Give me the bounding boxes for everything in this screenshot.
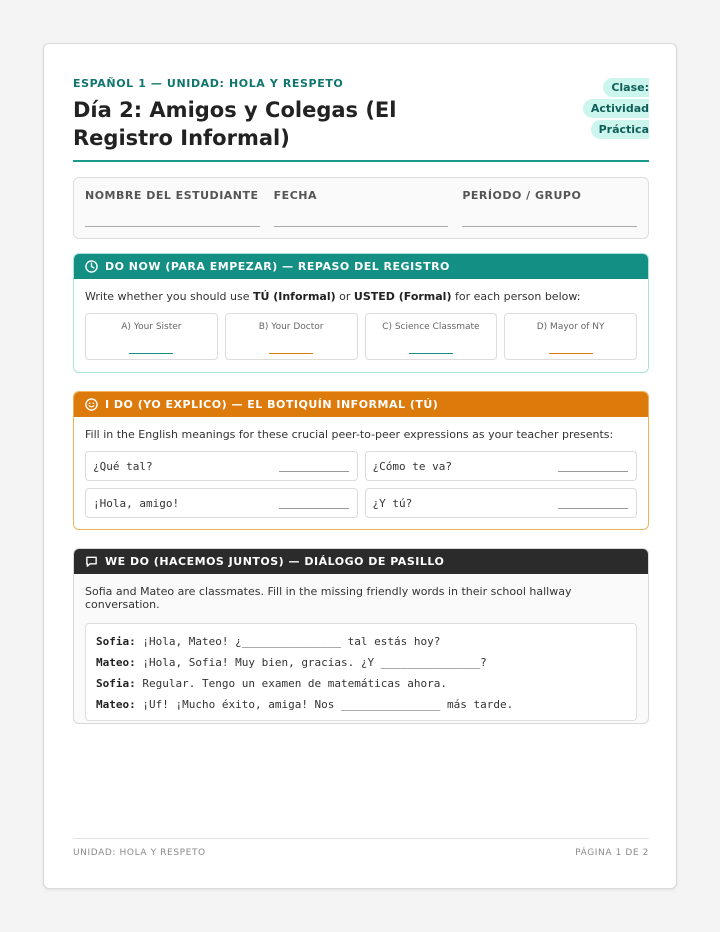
date-line	[274, 226, 449, 227]
phrase-box[interactable]	[85, 451, 358, 481]
register-card-label: B) Your Doctor	[258, 322, 324, 332]
period-field[interactable]	[462, 189, 637, 238]
unit-eyebrow: ESPAÑOL 1 — UNIDAD: HOLA Y RESPETO	[73, 77, 344, 90]
dialogue-line[interactable]	[96, 674, 626, 695]
dialogue-text: ¡Hola, Sofia! Muy bien, gracias. ¿Y _______________?	[135, 656, 487, 669]
header-divider	[73, 160, 649, 162]
worksheet-header	[73, 77, 649, 152]
do-now-section	[73, 253, 649, 373]
we-do-heading: WE DO (HACEMOS JUNTOS) — DIÁLOGO DE PASILLO	[105, 555, 445, 568]
dialogue-line[interactable]	[96, 695, 626, 716]
answer-line	[409, 353, 453, 354]
phrase-box[interactable]	[365, 488, 638, 518]
smiley-icon	[85, 398, 98, 411]
we-do-header	[74, 549, 648, 574]
meaning-blank[interactable]	[558, 508, 628, 509]
dialogue-text: ¡Hola, Mateo! ¿_______________ tal estás hoy?	[135, 635, 441, 648]
register-card-label: C) Science Classmate	[382, 322, 480, 332]
answer-line	[549, 353, 593, 354]
do-now-instruction	[85, 290, 637, 303]
phrase-box[interactable]	[365, 451, 638, 481]
meaning-blank[interactable]	[279, 471, 349, 472]
do-now-header	[74, 254, 648, 279]
phrase-text: ¿Cómo te va?	[372, 459, 452, 473]
formal-term: USTED (Formal)	[353, 290, 452, 303]
phrase-grid	[85, 451, 637, 518]
worksheet-page	[43, 43, 677, 889]
phrase-text: ¿Qué tal?	[93, 459, 153, 473]
speaker-name: Mateo:	[96, 656, 136, 669]
speaker-name: Mateo:	[96, 698, 136, 711]
informal-term: TÚ (Informal)	[252, 290, 336, 303]
register-cards	[85, 313, 637, 360]
class-type-badge-label: Clase: Actividad Práctica	[583, 78, 649, 139]
student-name-line	[85, 226, 260, 227]
register-card-doctor[interactable]	[225, 313, 358, 360]
period-label: PERÍODO / GRUPO	[462, 189, 582, 202]
dialogue-line[interactable]	[96, 632, 626, 653]
meaning-blank[interactable]	[279, 508, 349, 509]
meaning-blank[interactable]	[558, 471, 628, 472]
register-card-classmate[interactable]	[365, 313, 498, 360]
register-card-label: D) Mayor of NY	[536, 322, 605, 332]
we-do-section	[73, 548, 649, 724]
hallway-dialogue	[85, 623, 637, 721]
i-do-heading: I DO (YO EXPLICO) — EL BOTIQUÍN INFORMAL (TÚ)	[105, 398, 439, 411]
student-info-box	[73, 177, 649, 239]
class-type-badge	[557, 77, 649, 140]
student-name-label: NOMBRE DEL ESTUDIANTE	[85, 189, 259, 202]
we-do-instruction: Sofia and Mateo are classmates. Fill in the missing friendly words in their school hallway conversation.	[85, 585, 572, 611]
i-do-instruction: Fill in the English meanings for these crucial peer-to-peer expressions as your teacher presents:	[85, 428, 614, 441]
period-line	[462, 226, 637, 227]
date-field[interactable]	[274, 189, 449, 238]
i-do-section	[73, 391, 649, 530]
answer-line	[129, 353, 173, 354]
student-name-field[interactable]	[85, 189, 260, 238]
do-now-instruction-or: or	[335, 290, 354, 303]
clock-icon	[85, 260, 98, 273]
do-now-instruction-start: Write whether you should use	[85, 290, 253, 303]
footer-page-number: PÁGINA 1 DE 2	[575, 848, 649, 858]
phrase-box[interactable]	[85, 488, 358, 518]
register-card-label: A) Your Sister	[121, 322, 182, 332]
register-card-mayor[interactable]	[504, 313, 637, 360]
speaker-name: Sofia:	[96, 677, 136, 690]
page-footer	[73, 848, 649, 858]
chat-bubble-icon	[85, 555, 98, 568]
phrase-text: ¡Hola, amigo!	[93, 496, 180, 510]
footer-unit: UNIDAD: HOLA Y RESPETO	[73, 848, 206, 858]
footer-divider	[73, 838, 649, 839]
register-card-sister[interactable]	[85, 313, 218, 360]
do-now-instruction-end: for each person below:	[451, 290, 581, 303]
dialogue-text: ¡Uf! ¡Mucho éxito, amiga! Nos _______________ más tarde.	[135, 698, 514, 711]
phrase-text: ¿Y tú?	[372, 496, 413, 510]
dialogue-text: Regular. Tengo un examen de matemáticas ahora.	[135, 677, 448, 690]
page-title: Día 2: Amigos y Colegas (El Registro Informal)	[73, 98, 397, 150]
dialogue-line[interactable]	[96, 653, 626, 674]
i-do-header	[74, 392, 648, 417]
answer-line	[269, 353, 313, 354]
do-now-heading: DO NOW (PARA EMPEZAR) — REPASO DEL REGISTRO	[105, 260, 450, 273]
speaker-name: Sofia:	[96, 635, 136, 648]
date-label: FECHA	[273, 189, 317, 202]
